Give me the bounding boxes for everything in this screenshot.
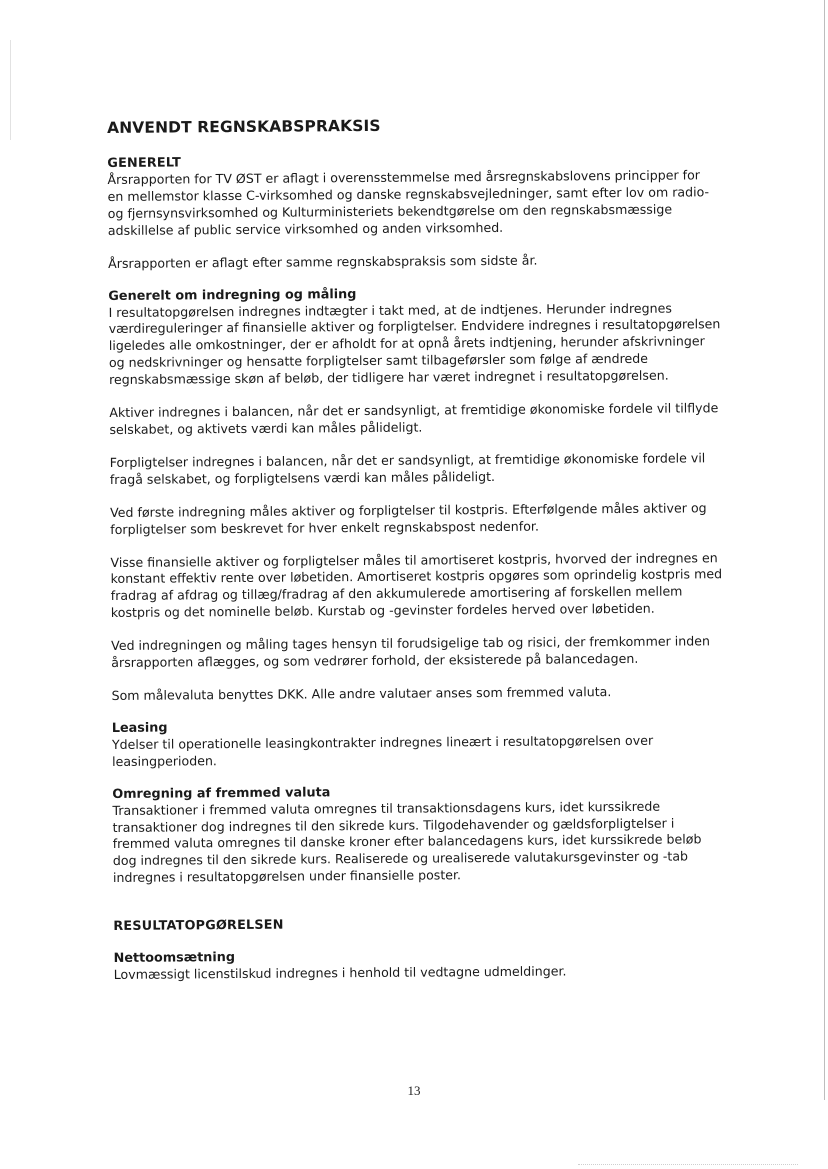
document-page [107,113,726,1000]
section-heading-resultatopgoerelsen: RESULTATOPGØRELSEN [113,917,284,935]
paragraph: Som målevaluta benyttes DKK. Alle andre valutaer anses som fremmed valuta. [111,683,612,703]
page-title: ANVENDT REGNSKABSPRAKSIS [107,116,381,137]
section-leasing [112,716,724,771]
paragraph: Forpligtelser indregnes i balancen, når det er sandsynligt, at fremtidige økonomiske fordele vil fragå selskabet, og forpligtelsens værdi kan måles pålideligt. [109,450,706,487]
paragraph: I resultatopgørelsen indregnes indtægter i takt med, at de indtjenes. Herunder indregnes værdireguleringer af finansielle aktiver og forpligtelser. Endvidere indregnes i resultatopgørelsen ligeledes alle omkostninger, der er afholdt for at opnå årets indtjening, herunder afskrivninger og nedskrivninger og hensatte forpligtelser samt tilbageførsler som følge af ændrede regnskabsmæssige skøn af beløb, der tidligere har været indregnet i resultatopgørelsen. [108,300,721,388]
paragraph: Visse finansielle aktiver og forpligtelser måles til amortiseret kostpris, hvorved der indregnes en konstant effektiv rente over løbetiden. Amortiseret kostpris opgøres som oprindelig kostpris med fradrag af afdrag og tillæg/fradrag af den akkumulerede amortisering af forskellen mellem kostpris og det nominelle beløb. Kurstab og -gevinster fordeles herved over løbetiden. [110,549,723,621]
paragraph: Lovmæssigt licenstilskud indregnes i henhold til vedtagne udmeldinger. [113,963,567,983]
section-heading-nettoomsaetning: Nettoomsætning [113,950,236,967]
paragraph: Ydelser til operationelle leasingkontrakter indregnes lineært i resultatopgørelsen over leasingperioden. [111,732,654,769]
section-fremmed-valuta [112,782,725,887]
section-indregning-maaling [108,284,723,705]
section-nettoomsaetning [114,946,726,984]
paragraph: Aktiver indregnes i balancen, når det er sandsynligt, at fremtidige økonomiske fordele vil tilflyde selskabet, og aktivets værdi kan måles pålideligt. [109,400,719,437]
paragraph: Årsrapporten er aflagt efter samme regnskabspraksis som sidste år. [108,252,538,271]
paragraph: Transaktioner i fremmed valuta omregnes til transaktionsdagens kurs, idet kurssikrede transaktioner dog indregnes til den sikrede kurs. Tilgodehavender og gældsforpligtelser i fremmed valuta omregnes til danske kroner efter balancedagens kurs, idet kurssikrede beløb dog indregnes til den sikrede kurs. Realiserede og urealiserede valutakursgevinster og -tab indregnes i resultatopgørelsen under finansielle poster. [112,798,702,886]
paragraph: Ved første indregning måles aktiver og forpligtelser til kostpris. Efterfølgende måles aktiver og forpligtelser som beskrevet for hver enkelt regnskabspost nedenfor. [110,499,707,537]
paragraph: Ved indregningen og måling tages hensyn til forudsigelige tab og risici, der fremkommer inden årsrapporten aflægges, og som vedrører forhold, der eksisterede på balancedagen. [111,633,711,671]
page-number: 13 [407,1083,421,1098]
scan-edge-right [824,0,825,1100]
section-heading-leasing: Leasing [111,720,168,736]
section-heading-indregning: Generelt om indregning og måling [108,286,357,304]
section-heading-valuta: Omregning af fremmed valuta [112,784,331,802]
section-generelt [107,151,720,272]
section-heading-generelt: GENERELT [107,155,182,171]
paragraph: Årsrapporten for TV ØST er aflagt i overensstemmelse med årsregnskabslovens principper for en mellemstor klasse C-virksomhed og danske regnskabsvejledninger, samt efter lov om radio- og fjernsynsvirksomhed og Kulturministeriets bekendtgørelse om den regnskabsmæssige adskillelse af public service virksomhed og anden virksomhed. [107,167,710,238]
scan-edge-left [10,40,11,140]
scan-noise [578,1163,798,1165]
